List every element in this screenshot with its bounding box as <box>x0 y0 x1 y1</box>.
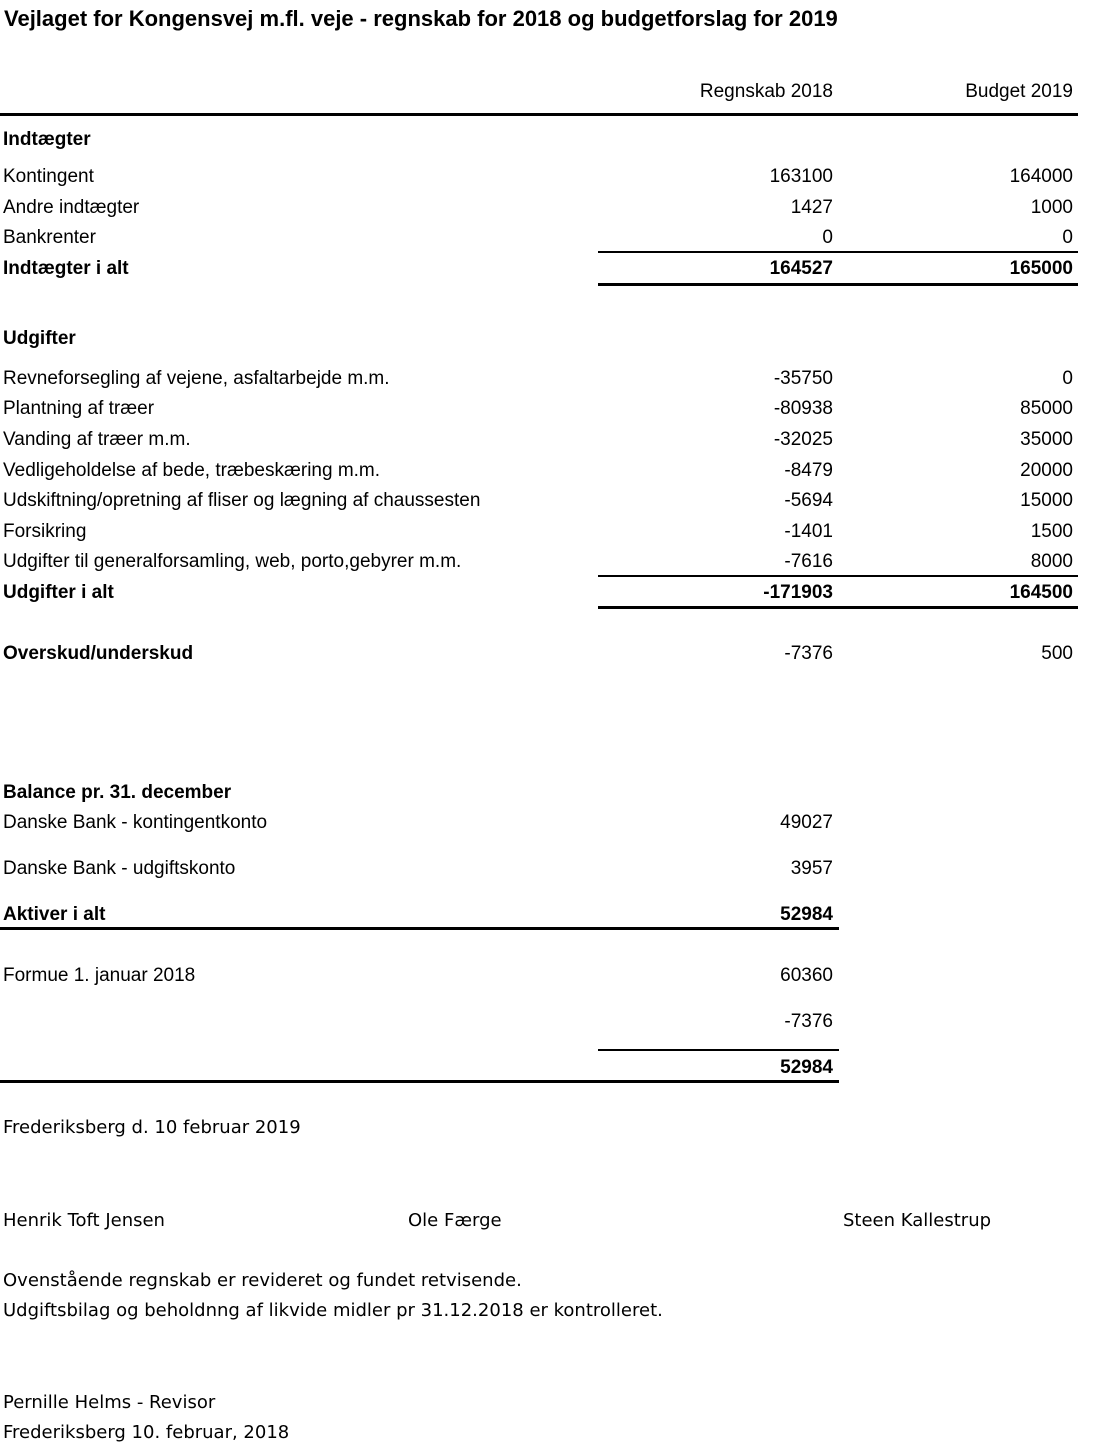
expense-row-regnskab: -80938 <box>773 398 833 419</box>
expenses-total-budget: 164500 <box>1009 582 1073 603</box>
expense-row-budget: 1500 <box>1030 521 1073 542</box>
balance-row-value: 49027 <box>780 812 833 833</box>
balance-row-value: 3957 <box>790 858 833 879</box>
assets-total-label: Aktiver i alt <box>3 904 106 925</box>
income-total-budget: 165000 <box>1009 258 1073 279</box>
equity-total-rule <box>0 1080 839 1083</box>
expenses-heading: Udgifter <box>3 328 76 349</box>
header-rule <box>0 113 1078 116</box>
assets-total-value: 52984 <box>780 904 833 925</box>
balance-row-label: Danske Bank - kontingentkonto <box>3 812 268 833</box>
auditor-name: Pernille Helms - Revisor <box>3 1392 216 1413</box>
expense-row-label: Revneforsegling af vejene, asfaltarbejde m.m. <box>3 368 390 389</box>
expense-row-regnskab: -32025 <box>773 429 833 450</box>
expenses-subtotal-rule <box>598 575 1078 577</box>
balance-heading: Balance pr. 31. december <box>3 782 232 803</box>
place-date: Frederiksberg d. 10 februar 2019 <box>3 1117 301 1138</box>
income-row-regnskab: 163100 <box>769 166 833 187</box>
expense-row-regnskab: -1401 <box>784 521 833 542</box>
page-title: Vejlaget for Kongensvej m.fl. veje - regnskab for 2018 og budgetforslag for 2019 <box>4 6 838 31</box>
signatory-name: Steen Kallestrup <box>843 1210 992 1231</box>
column-header-regnskab: Regnskab 2018 <box>699 81 833 102</box>
income-total-rule <box>598 283 1078 286</box>
income-row-label: Andre indtægter <box>3 197 140 218</box>
expenses-total-regnskab: -171903 <box>763 582 833 603</box>
column-header-budget: Budget 2019 <box>965 81 1073 102</box>
audit-statement-line1: Ovenstående regnskab er revideret og fundet retvisende. <box>3 1270 522 1291</box>
income-row-regnskab: 1427 <box>790 197 833 218</box>
income-total-label: Indtægter i alt <box>3 258 129 279</box>
expense-row-budget: 0 <box>1062 368 1073 389</box>
income-row-label: Bankrenter <box>3 227 96 248</box>
expense-row-label: Plantning af træer <box>3 398 155 419</box>
expense-row-budget: 20000 <box>1020 460 1073 481</box>
equity-label: Formue 1. januar 2018 <box>3 965 196 986</box>
expense-row-label: Udgifter til generalforsamling, web, porto,gebyrer m.m. <box>3 551 462 572</box>
expense-row-budget: 85000 <box>1020 398 1073 419</box>
expense-row-label: Udskiftning/opretning af fliser og lægning af chaussesten <box>3 490 481 511</box>
equity-total-value: 52984 <box>780 1057 833 1078</box>
result-label: Overskud/underskud <box>3 643 194 664</box>
equity-result-value: -7376 <box>784 1011 833 1032</box>
income-subtotal-rule <box>598 251 1078 253</box>
income-row-label: Kontingent <box>3 166 94 187</box>
signatory-name: Ole Færge <box>408 1210 502 1231</box>
auditor-date: Frederiksberg 10. februar, 2018 <box>3 1422 290 1443</box>
expense-row-label: Vanding af træer m.m. <box>3 429 191 450</box>
signatory-name: Henrik Toft Jensen <box>3 1210 165 1231</box>
income-total-regnskab: 164527 <box>769 258 833 279</box>
income-row-budget: 1000 <box>1030 197 1073 218</box>
equity-value: 60360 <box>780 965 833 986</box>
expense-row-regnskab: -8479 <box>784 460 833 481</box>
expense-row-label: Forsikring <box>3 521 87 542</box>
income-row-regnskab: 0 <box>822 227 833 248</box>
expense-row-regnskab: -35750 <box>773 368 833 389</box>
balance-row-label: Danske Bank - udgiftskonto <box>3 858 236 879</box>
audit-statement-line2: Udgiftsbilag og beholdnng af likvide midler pr 31.12.2018 er kontrolleret. <box>3 1300 663 1321</box>
income-row-budget: 0 <box>1062 227 1073 248</box>
expense-row-budget: 15000 <box>1020 490 1073 511</box>
expense-row-budget: 8000 <box>1030 551 1073 572</box>
income-row-budget: 164000 <box>1009 166 1073 187</box>
expenses-total-label: Udgifter i alt <box>3 582 114 603</box>
assets-total-rule <box>0 927 839 930</box>
expenses-total-rule <box>598 606 1078 609</box>
result-regnskab: -7376 <box>784 643 833 664</box>
expense-row-label: Vedligeholdelse af bede, træbeskæring m.m. <box>3 460 381 481</box>
expense-row-regnskab: -5694 <box>784 490 833 511</box>
result-budget: 500 <box>1041 643 1073 664</box>
expense-row-regnskab: -7616 <box>784 551 833 572</box>
expense-row-budget: 35000 <box>1020 429 1073 450</box>
equity-subtotal-rule <box>598 1049 839 1051</box>
income-heading: Indtægter <box>3 129 91 150</box>
